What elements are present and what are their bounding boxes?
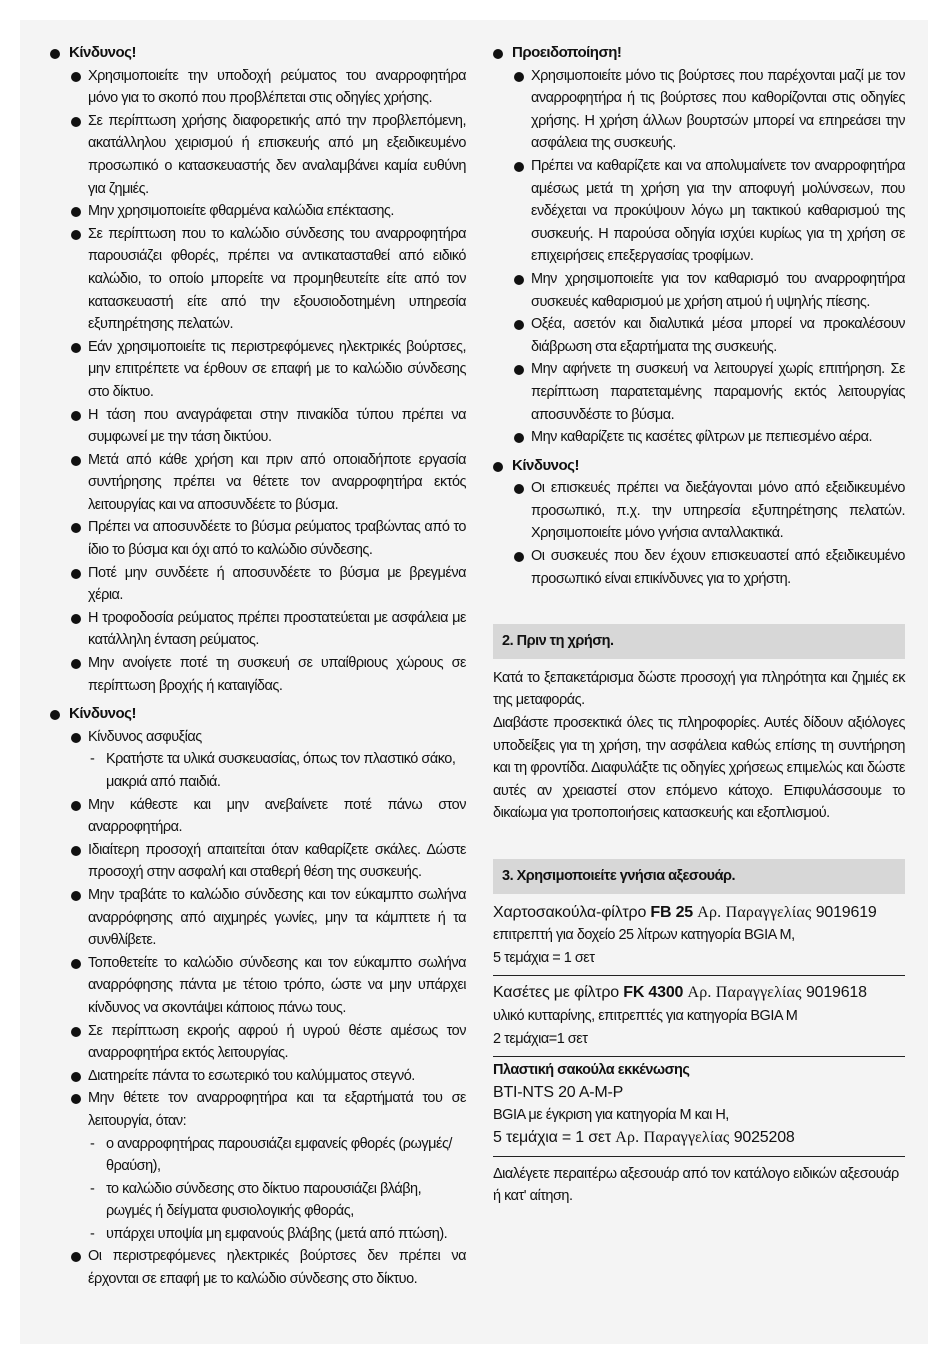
list-item: Πρέπει να καθαρίζετε και να απολυμαίνετε τον αναρροφητήρα αμέσως μετά τη χρήση για την αποφυγή μολύνσεων, που ενδέχεται να προκύψουν λόγω μη τακτικού καθαρισμού της συσκευής. Η παρούσα οδηγία ισχύει κυρίως για τη χρήση σε επιχειρήσεις επεξεργασίας τροφίμων. [493,155,905,268]
accessory-detail: 2 τεμάχια=1 σετ [493,1030,588,1047]
list-item: Μην κάθεστε και μην ανεβαίνετε ποτέ πάνω στον αναρροφητήρα. [50,794,466,839]
list-item: Μην θέτετε τον αναρροφητήρα και τα εξαρτήματά του σε λειτουργία, όταν: [50,1087,466,1132]
paragraph: Διαβάστε προσεκτικά όλες τις πληροφορίες. Αυτές δίδουν αξιόλογες υποδείξεις για τη χρήση, την ασφάλεια καθώς επίσης τη συντήρηση και τη φροντίδα. Διαφυλάξτε τις οδηγίες χρήσεως επιμελώς και δώστε αυτές αν χρειαστεί στον επόμενο κάτοχο. Επιφυλάσσουμε το δικαίωμα για τροποποιήσεις κατασκευής και εξοπλισμού. [493,715,905,822]
accessory-code: FK 4300 [623,984,684,1002]
list-item: Τοποθετείτε το καλώδιο σύνδεσης και τον εύκαμπτο σωλήνα αναρρόφησης πάντα με τέτοιο τρόπο, ώστε να μην υπάρχει κίνδυνος να σκοντάψει κάποιος πάνω τους. [50,952,466,1020]
accessory-detail: 5 τεμάχια = 1 σετ [493,949,595,966]
list-item: Οι επισκευές πρέπει να διεξάγονται μόνο από εξειδικευμένο προσωπικό, π.χ. την υπηρεσία εξυπηρέτησης πελατών. Χρησιμοποιείτε μόνο γνήσια ανταλλακτικά. [493,477,905,545]
dash-item-text: Κρατήστε τα υλικά συσκευασίας, όπως τον πλαστικό σάκο, μακριά από παιδιά. [106,751,456,790]
list-item: Εάν χρησιμοποιείτε τις περιστρεφόμενες ηλεκτρικές βούρτσες, μην επιτρέπετε να έρθουν σε επαφή με το καλώδιο σύνδεσης στο δίκτυο. [50,336,466,404]
list-item: Η τροφοδοσία ρεύματος πρέπει προστατεύεται με ασφάλεια με κατάλληλη ένταση ρεύματος. [50,607,466,652]
accessory-detail: επιτρεπτή για δοχείο 25 λίτρων κατηγορία BGIA M, [493,927,795,944]
accessory-name: Κασέτες με φίλτρο [493,984,619,1002]
list-item: Κίνδυνος ασφυξίας [50,726,466,749]
list-item: Οι περιστρεφόμενες ηλεκτρικές βούρτσες δεν πρέπει να έρχονται σε επαφή με το καλώδιο σύνδεσης στο δίκτυο. [50,1245,466,1290]
list-item: Σε περίπτωση που το καλώδιο σύνδεσης του αναρροφητήρα παρουσιάζει φθορές, πρέπει να αντικατασταθεί από ειδικό καλώδιο, το οποίο μπορείτε να προμηθευτείτε είτε από τον κατασκευαστή είτε από την εξουσιοδοτημένη υπηρεσία εξυπηρέτησης πελατών. [50,223,466,336]
divider [493,975,905,976]
dash-item: - το καλώδιο σύνδεσης στο δίκτυο παρουσιάζει βλάβη, ρωγμές ή δείγματα φυσιολογικής φθοράς, [90,1180,422,1220]
dash-item-text: το καλώδιο σύνδεσης στο δίκτυο παρουσιάζει βλάβη, ρωγμές ή δείγματα φυσιολογικής φθοράς, [106,1180,422,1220]
danger-heading: Κίνδυνος! [493,455,905,478]
divider [493,1156,905,1157]
accessory-disposal-bag [493,1059,905,1149]
list-item: Μετά από κάθε χρήση και πριν από οποιαδήποτε εργασία συντήρησης πρέπει να θέτετε τον αναρροφητήρα εκτός λειτουργίας και να αποσυνδέετε το βύσμα. [50,449,466,517]
accessory-line [493,1127,905,1150]
accessory-filter-bag [493,902,905,970]
divider [493,1056,905,1057]
list-item: Ποτέ μην συνδέετε ή αποσυνδέετε το βύσμα με βρεγμένα χέρια. [50,562,466,607]
closing-note: Διαλέγετε περαιτέρω αξεσουάρ από τον κατάλογο ειδικών αξεσουάρ ή κατ' αίτηση. [493,1165,899,1205]
dash-item-text: ο αναρροφητήρας παρουσιάζει εμφανείς φθορές (ρωγμές/θραύση), [106,1135,452,1175]
list-item: Μην αφήνετε τη συσκευή να λειτουργεί χωρίς επιτήρηση. Σε περίπτωση παρατεταμένης παραμονής εκτός λειτουργίας αποσυνδέστε το βύσμα. [493,358,905,426]
list-item: Η τάση που αναγράφεται στην πινακίδα τύπου πρέπει να συμφωνεί με την τάση δικτύου. [50,404,466,449]
order-label: Αρ. Παραγγελίας [697,903,812,921]
list-item: Μην τραβάτε το καλώδιο σύνδεσης και τον εύκαμπτο σωλήνα αναρρόφησης από αιχμηρές γωνίες, μην τα κάμπτετε ή τα συνθλίβετε. [50,884,466,952]
section-heading-before-use: 2. Πριν τη χρήση. [493,624,905,659]
list-item: Πρέπει να αποσυνδέετε το βύσμα ρεύματος τραβώντας από το ίδιο το βύσμα και όχι από το καλώδιο σύνδεσης. [50,516,466,561]
order-number: 9019618 [805,984,867,1002]
list-item: Μην χρησιμοποιείτε για τον καθαρισμό του αναρροφητήρα συσκευές καθαρισμού με χρήση ατμού ή υψηλής πίεσης. [493,268,905,313]
list-item: Μην χρησιμοποιείτε φθαρμένα καλώδια επέκτασης. [50,200,466,223]
dash-item: - ο αναρροφητήρας παρουσιάζει εμφανείς φθορές (ρωγμές/θραύση), [90,1135,452,1175]
list-item: Οξέα, ασετόν και διαλυτικά μέσα μπορεί να προκαλέσουν διάβρωση στα εξαρτήματα της συσκευής. [493,313,905,358]
accessory-detail: υλικό κυτταρίνης, επιτρεπτές για κατηγορία BGIA M [493,1007,798,1024]
list-item: Οι συσκευές που δεν έχουν επισκευαστεί από εξειδικευμένο προσωπικό είναι επικίνδυνες για το χρήστη. [493,545,905,590]
list-item: Σε περίπτωση εκροής αφρού ή υγρού θέστε αμέσως τον αναρροφητήρα εκτός λειτουργίας. [50,1020,466,1065]
dash-item: - Κρατήστε τα υλικά συσκευασίας, όπως τον πλαστικό σάκο, μακριά από παιδιά. [90,751,456,790]
accessory-filter-cassette [493,982,905,1050]
order-number: 9025208 [733,1128,795,1146]
paragraph: Κατά το ξεπακετάρισμα δώστε προσοχή για πληρότητα και ζημιές εκ της μεταφοράς. [493,669,905,709]
list-item: Σε περίπτωση χρήσης διαφορετικής από την προβλεπόμενη, ακατάλληλου χειρισμού ή επισκευής από μη εξειδικευμένο προσωπικό ο κατασκευαστής δεν αναλαμβάνει καμία ευθύνη για ζημιές. [50,110,466,200]
order-number: 9019619 [815,903,877,921]
warning-heading: Προειδοποίηση! [493,42,905,65]
list-item: Χρησιμοποιείτε μόνο τις βούρτσες που παρέχονται μαζί με τον αναρροφητήρα ή τις βούρτσες που καθορίζονται στις οδηγίες χρήσης. Η χρήση άλλων βουρτσών μπορεί να επηρεάσει την ασφάλεια της συσκευής. [493,65,905,155]
list-item: Μην καθαρίζετε τις κασέτες φίλτρων με πεπιεσμένο αέρα. [493,426,905,449]
list-item: Χρησιμοποιείτε την υποδοχή ρεύματος του αναρροφητήρα μόνο για το σκοπό που προβλέπεται στις οδηγίες χρήσης. [50,65,466,110]
left-column [50,42,466,1291]
accessory-line [493,902,905,925]
accessory-code: FB 25 [650,903,693,921]
danger-heading: Κίνδυνος! [50,42,466,65]
list-item: Ιδιαίτερη προσοχή απαιτείται όταν καθαρίζετε σκάλες. Δώστε προσοχή στην ασφαλή και σταθερή θέση της συσκευής. [50,839,466,884]
accessory-line [493,982,905,1005]
accessory-name: Χαρτοσακούλα-φίλτρο [493,903,647,921]
order-label: Αρ. Παραγγελίας [615,1128,730,1146]
order-label: Αρ. Παραγγελίας [687,984,802,1002]
accessory-detail: 5 τεμάχια = 1 σετ [493,1128,611,1146]
danger-heading: Κίνδυνος! [50,703,466,726]
dash-item: - υπάρχει υποψία μη εμφανούς βλάβης (μετά από πτώση). [90,1225,448,1242]
accessory-detail: BGIA με έγκριση για κατηγορία M και H, [493,1107,729,1124]
section-heading-accessories: 3. Χρησιμοποιείτε γνήσια αξεσουάρ. [493,859,905,894]
dash-item-text: υπάρχει υποψία μη εμφανούς βλάβης (μετά από πτώση). [106,1225,448,1242]
list-item: Μην ανοίγετε ποτέ τη συσκευή σε υπαίθριους χώρους σε περίπτωση βροχής ή καταιγίδας. [50,652,466,697]
accessory-title: Πλαστική σακούλα εκκένωσης [493,1062,690,1079]
list-item: Διατηρείτε πάντα το εσωτερικό του καλύμματος στεγνό. [50,1065,466,1088]
accessory-model: BTI-NTS 20 A-M-P [493,1083,624,1101]
right-column [493,42,905,1208]
